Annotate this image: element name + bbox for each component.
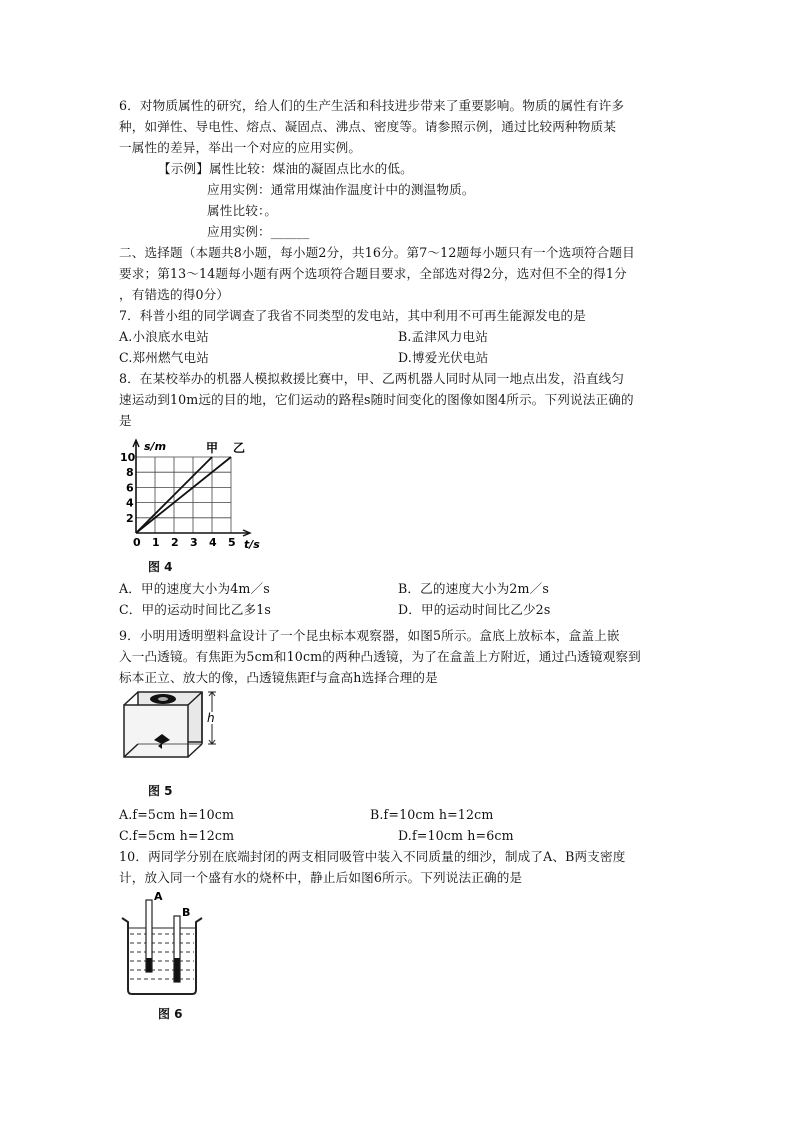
q7-option-b: B.孟津风力电站 [398,329,489,344]
q6-application-answer: 应用实例：______ [207,224,310,239]
q9-line-2: 入一凸透镜。有焦距为5cm和10cm的两种凸透镜，为了在盒盖上方附近，通过凸透镜观察到 [119,649,641,664]
q9-option-c: C.f=5cm h=12cm [119,828,235,843]
height-label: h [207,711,215,725]
y-axis-label: s/m [144,440,167,453]
x-tick-label: 1 [152,536,160,549]
q8-option-c: C．甲的运动时间比乙多1s [119,602,271,617]
q8-line-2: 速运动到10m远的目的地，它们运动的路程s随时间变化的图像如图4所示。下列说法正确的 [119,392,634,407]
q6-example-application: 应用实例：通常用煤油作温度计中的测温物质。 [207,182,475,197]
q8-line-3: 是 [119,413,132,428]
q6-example-property: 【示例】属性比较：煤油的凝固点比水的低。 [158,161,413,176]
figure-4-caption: 图 4 [148,560,173,574]
q7-option-c: C.郑州燃气电站 [119,350,209,365]
q6-line-2: 种，如弹性、导电性、熔点、凝固点、沸点、密度等。请参照示例，通过比较两种物质某 [119,119,617,134]
y-tick-label: 8 [126,466,134,480]
label-b: B [182,906,191,919]
q7-option-d: D.博爱光伏电站 [398,350,489,365]
q6-line-3: 一属性的差异，举出一个对应的应用实例。 [119,140,362,155]
y-tick-label: 4 [126,496,134,510]
series-line-2 [136,457,231,533]
q6-property-answer: 属性比较：。 [207,203,278,218]
section2-line-2: 要求；第13～14题每小题有两个选项符合题目要求，全部选对得2分，选对但不全的得1分 [119,266,627,281]
q9-option-b: B.f=10cm h=12cm [370,807,494,822]
section2-line-3: ，有错选的得0分） [119,287,230,302]
figure-6-caption: 图 6 [158,1007,183,1021]
x-tick-label: 0 [133,536,141,549]
q6-line-1: 6．对物质属性的研究，给人们的生产生活和科技进步带来了重要影响。物质的属性有许多 [119,98,625,113]
q10-line-2: 计，放入同一个盛有水的烧杯中，静止后如图6所示。下列说法正确的是 [119,870,523,885]
section2-line-1: 二、选择题（本题共8小题，每小题2分，共16分。第7～12题每小题只有一个选项符合题目 [119,245,635,260]
figure-5-caption: 图 5 [148,784,173,798]
series-label-2: 乙 [233,441,246,455]
q7-option-a: A.小浪底水电站 [119,329,209,344]
x-axis-label: t/s [244,538,260,551]
q8-line-1: 8．在某校举办的机器人模拟救援比赛中，甲、乙两机器人同时从同一地点出发，沿直线匀 [119,371,625,386]
y-tick-label: 2 [126,511,134,525]
q9-line-3: 标本正立、放大的像，凸透镜焦距f与盒高h选择合理的是 [119,670,438,685]
x-tick-label: 2 [171,536,179,549]
x-tick-label: 4 [209,536,217,549]
y-tick-label: 6 [126,481,134,495]
label-a: A [154,890,163,903]
q10-line-1: 10．两同学分别在底端封闭的两支相同吸管中装入不同质量的细沙，制成了A、B两支密度 [119,849,626,864]
q9-option-d: D.f=10cm h=6cm [398,828,514,843]
x-tick-label: 5 [228,536,236,549]
figure-4-chart [118,430,278,555]
q9-line-1: 9．小明用透明塑料盒设计了一个昆虫标本观察器，如图5所示。盒底上放标本，盒盖上嵌 [119,628,620,643]
figure-6-beaker-diagram [118,888,210,1000]
series-label-1: 甲 [206,441,219,455]
q8-option-d: D．甲的运动时间比乙少2s [398,602,551,617]
figure-5-box-diagram [118,688,228,770]
x-tick-label: 3 [190,536,198,549]
q8-option-a: A．甲的速度大小为4m／s [119,581,270,596]
q8-option-b: B．乙的速度大小为2m／s [398,581,549,596]
q7-stem: 7．科普小组的同学调查了我省不同类型的发电站，其中利用不可再生能源发电的是 [119,308,586,323]
y-tick-label: 10 [120,451,136,464]
q9-option-a: A.f=5cm h=10cm [119,807,235,822]
